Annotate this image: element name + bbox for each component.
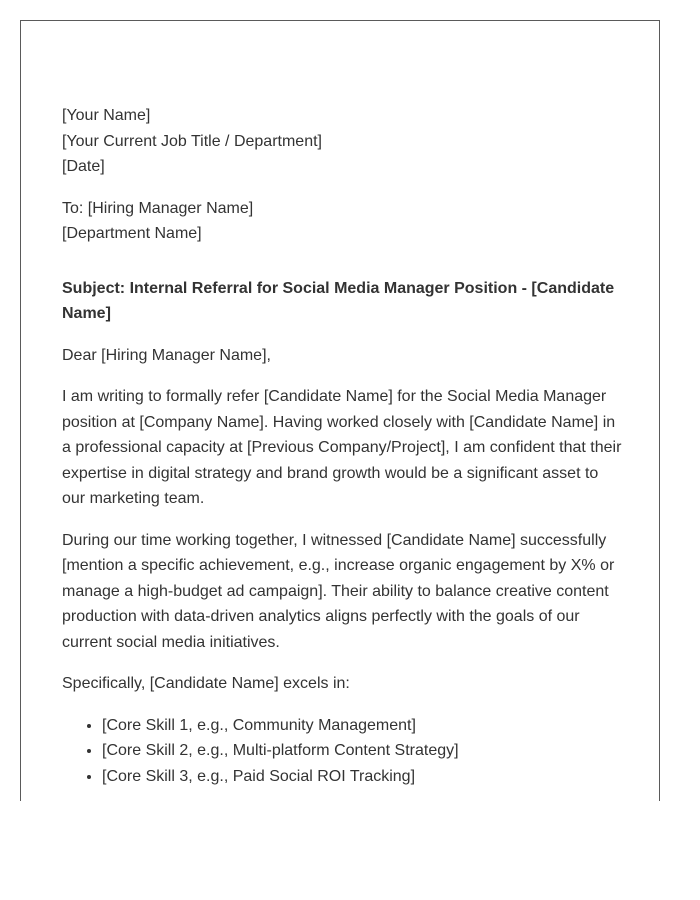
paragraph-referral: I am writing to formally refer [Candidate Name] for the Social Media Manager position at [Company Name]. Having worked closely with [Candidate Name] in a professional capacity at [Previous Company/Project], I am confident that their expertise in digital strategy and brand growth would be a significant asset to our marketing team. <box>62 388 622 507</box>
skill-item: • [Core Skill 2, e.g., Multi-platform Content Strategy] <box>102 738 622 764</box>
skill-item: • [Core Skill 1, e.g., Community Management] <box>102 713 622 739</box>
sender-name: [Your Name] <box>62 107 151 124</box>
skills-list <box>62 713 622 790</box>
paragraph-skills-intro: Specifically, [Candidate Name] excels in: <box>62 675 350 692</box>
letter-body <box>62 103 622 789</box>
letter-page <box>20 20 660 801</box>
skill-item: • [Core Skill 3, e.g., Paid Social ROI Tracking] <box>102 764 622 790</box>
letter-greeting: Dear [Hiring Manager Name], <box>62 346 271 364</box>
letter-subject: Subject: Internal Referral for Social Media Manager Position - [Candidate Name] <box>62 279 615 322</box>
recipient-block <box>62 196 622 247</box>
letter-date: [Date] <box>62 158 105 175</box>
sender-block <box>62 103 622 180</box>
sender-title: [Your Current Job Title / Department] <box>62 132 322 150</box>
recipient-department: [Department Name] <box>62 225 202 242</box>
recipient-to: To: [Hiring Manager Name] <box>62 199 254 217</box>
paragraph-achievement: During our time working together, I witnessed [Candidate Name] successfully [mention a specific achievement, e.g., increase organic engagement by X% or manage a high-budget ad campaign]. Their ability to balance creative content production with data-driven analytics aligns perfectly with the goals of our current social media initiatives. <box>62 531 615 651</box>
